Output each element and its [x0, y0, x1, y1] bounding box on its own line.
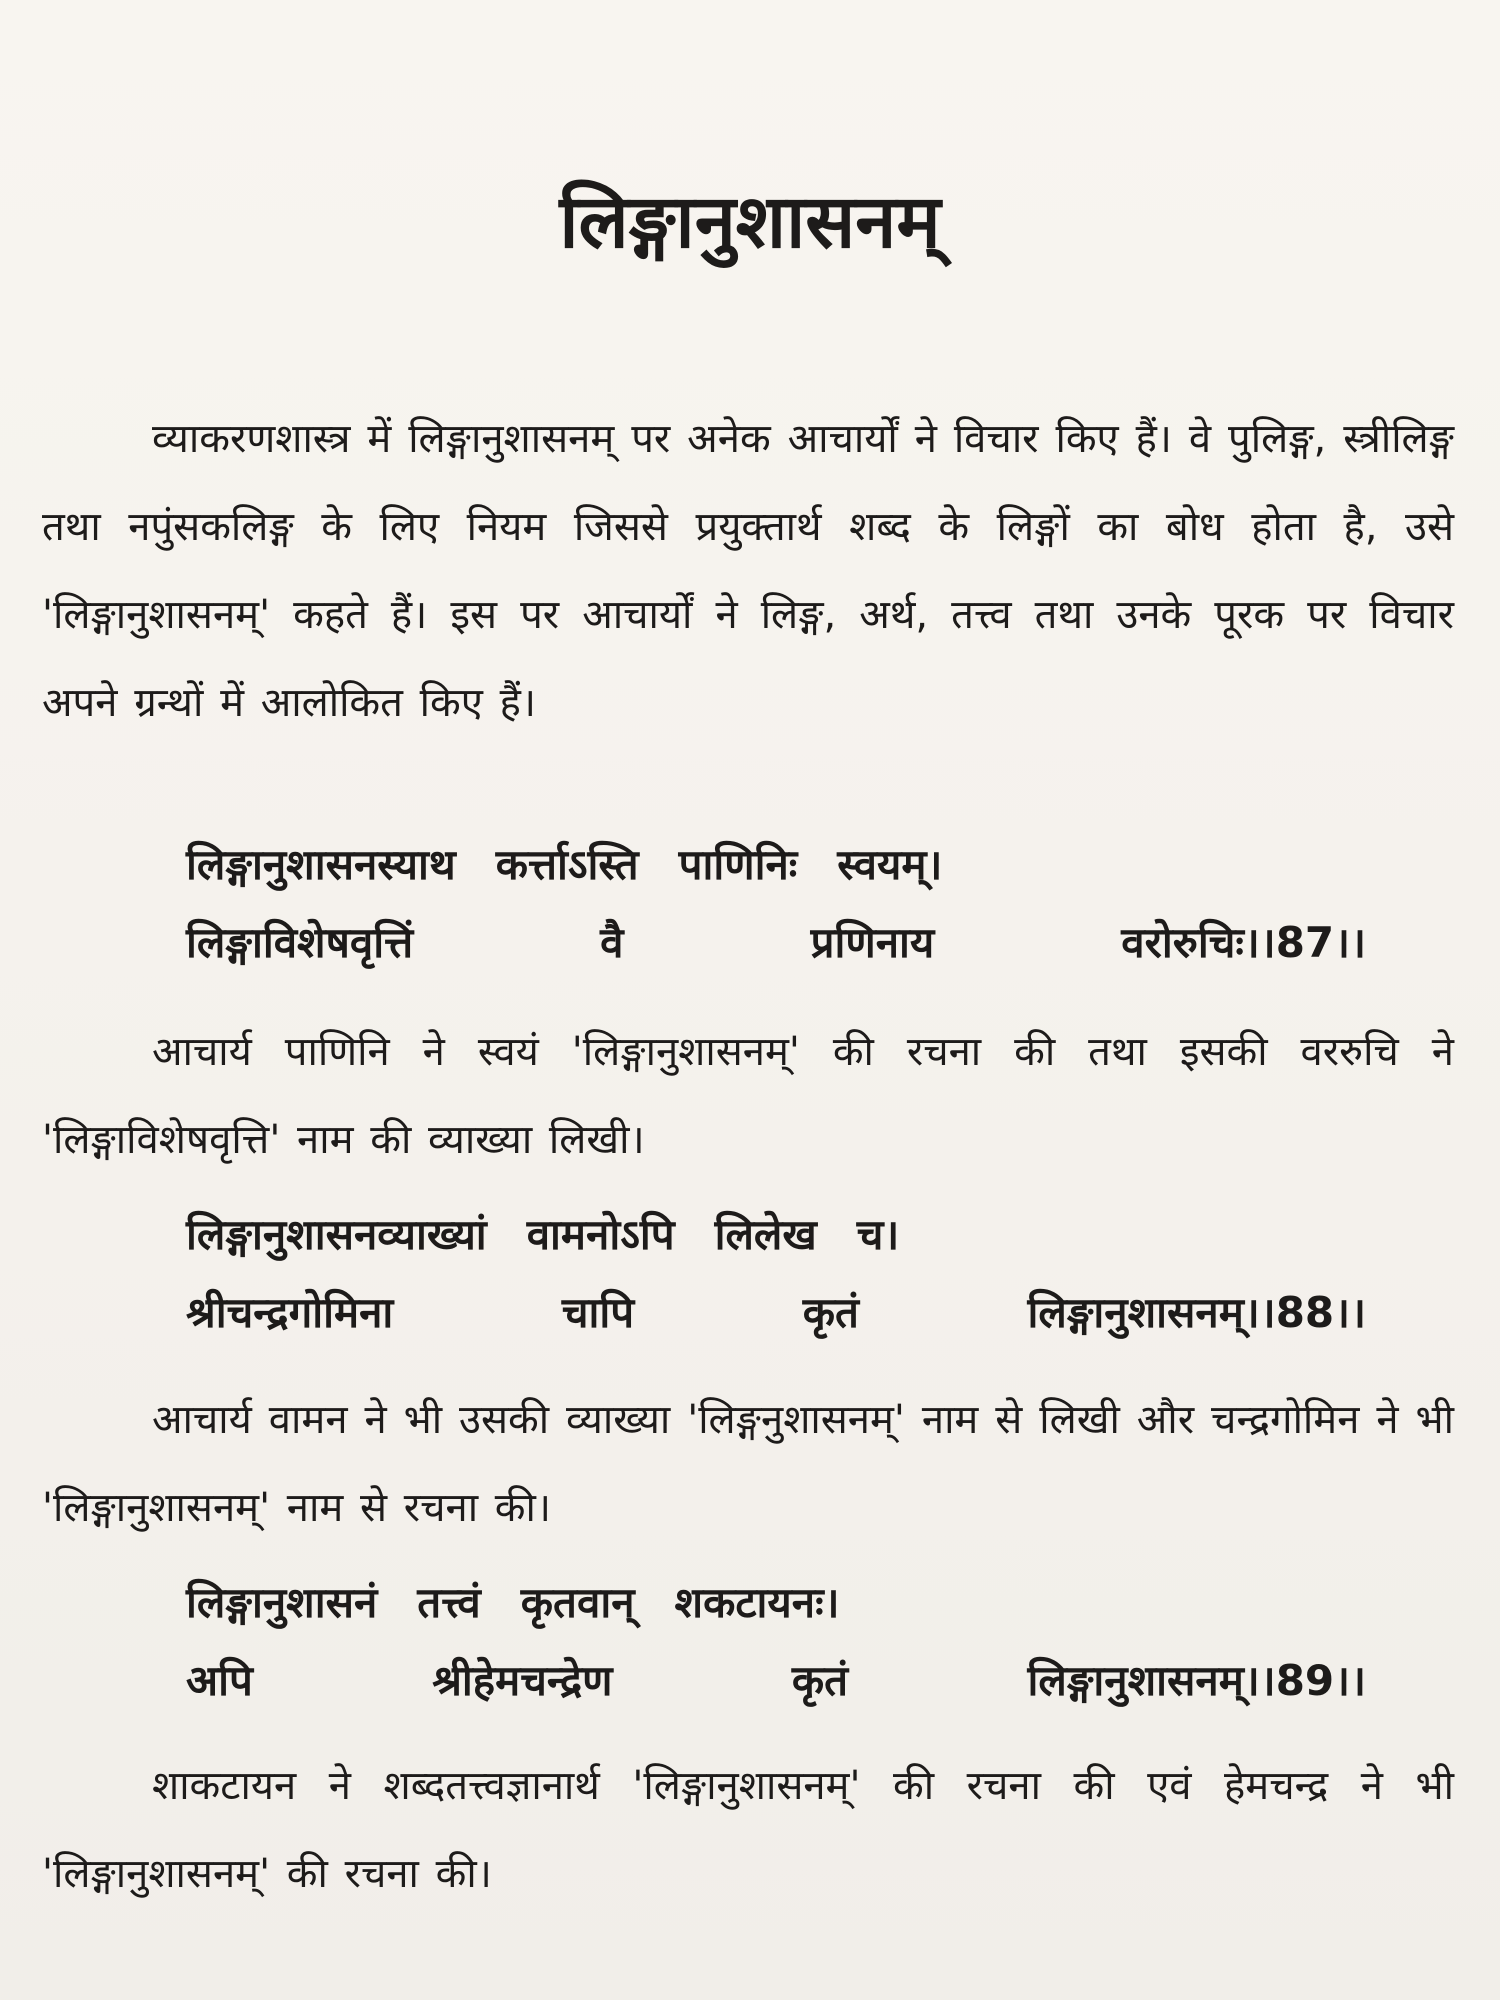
- verse-word: प्रणिनाय: [810, 918, 935, 967]
- verse-word-with-number: [1027, 1274, 1366, 1352]
- verse-word: च।: [856, 1210, 900, 1259]
- verse-word-with-number: [1121, 904, 1366, 982]
- paragraph-panini-text: आचार्य पाणिनि ने स्वयं 'लिङ्गानुशासनम्' की रचना की तथा इसकी वररुचि ने 'लिङ्गाविशेषवृत्ति' नाम की व्याख्या लिखी।: [42, 1029, 1454, 1163]
- verse-word: वै: [600, 918, 624, 967]
- verse-88-line-2: [186, 1274, 1366, 1352]
- verse-word: अपि: [186, 1656, 253, 1705]
- paragraph-vaman-text: आचार्य वामन ने भी उसकी व्याख्या 'लिङ्गनुशासनम्' नाम से लिखी और चन्द्रगोमिन ने भी 'लिङ्गानुशासनम्' नाम से रचना की।: [42, 1397, 1454, 1531]
- verse-word: कृतं: [791, 1656, 849, 1705]
- verse-number: 87: [1275, 918, 1335, 967]
- verse-word: वरोरुचिः।।: [1121, 918, 1276, 967]
- paragraph-vaman: [42, 1376, 1454, 1552]
- verse-word: कर्त्ताऽस्ति: [495, 840, 639, 889]
- verse-89-line-1: [186, 1564, 1366, 1642]
- verse-word: लिङ्गानुशासनव्याख्यां: [186, 1210, 487, 1259]
- verse-word: शकटायनः।: [674, 1578, 840, 1627]
- verse-word: लिङ्गानुशासनं: [186, 1578, 378, 1627]
- verse-word: श्रीहेमचन्द्रेण: [432, 1656, 613, 1705]
- verse-end-mark: ।।: [1334, 918, 1366, 967]
- paragraph-panini: [42, 1008, 1454, 1184]
- verse-word: चापि: [561, 1288, 635, 1337]
- verse-word: कृतं: [802, 1288, 859, 1337]
- verse-end-mark: ।।: [1334, 1288, 1366, 1337]
- verse-87-line-1: [186, 826, 1366, 904]
- paragraph-shakatayan: [42, 1742, 1454, 1918]
- verse-89-line-2: [186, 1642, 1366, 1720]
- paragraph-intro-text: व्याकरणशास्त्र में लिङ्गानुशासनम् पर अनेक आचार्यों ने विचार किए हैं। वे पुलिङ्ग, स्त्रीलिङ्ग तथा नपुंसकलिङ्ग के लिए नियम जिससे प्रयुक्तार्थ शब्द के लिङ्गों का बोध होता है, उसे 'लिङ्गानुशासनम्' कहते हैं। इस पर आचार्यों ने लिङ्ग, अर्थ, तत्त्व तथा उनके पूरक पर विचार अपने ग्रन्थों में आलोकित किए हैं।: [42, 416, 1454, 726]
- verse-word: श्रीचन्द्रगोमिना: [186, 1288, 394, 1337]
- verse-87-line-2: [186, 904, 1366, 982]
- verse-word: वामनोऽपि: [526, 1210, 675, 1259]
- paragraph-shakatayan-text: शाकटायन ने शब्दतत्त्वज्ञानार्थ 'लिङ्गानुशासनम्' की रचना की एवं हेमचन्द्र ने भी 'लिङ्गानुशासनम्' की रचना की।: [42, 1763, 1454, 1897]
- verse-word: कृतवान्: [520, 1578, 635, 1627]
- paragraph-intro: [42, 395, 1454, 747]
- verse-word-with-number: [1027, 1642, 1366, 1720]
- verse-end-mark: ।।: [1334, 1656, 1366, 1705]
- verse-word: लिङ्गानुशासनम्।।: [1027, 1288, 1276, 1337]
- verse-word: लिङ्गानुशासनस्याथ: [186, 840, 456, 889]
- verse-number: 88: [1275, 1288, 1335, 1337]
- verse-87: [186, 826, 1366, 982]
- verse-word: स्वयम्।: [837, 840, 943, 889]
- verse-88-line-1: [186, 1196, 1366, 1274]
- verse-word: लिङ्गानुशासनम्।।: [1027, 1656, 1276, 1705]
- verse-89: [186, 1564, 1366, 1720]
- page-title: लिङ्गानुशासनम्: [559, 179, 941, 265]
- verse-word: पाणिनिः: [678, 840, 798, 889]
- verse-number: 89: [1275, 1656, 1335, 1705]
- verse-88: [186, 1196, 1366, 1352]
- verse-word: लिलेख: [714, 1210, 817, 1259]
- verse-word: लिङ्गाविशेषवृत्तिं: [186, 918, 414, 967]
- verse-word: तत्त्वं: [417, 1578, 481, 1627]
